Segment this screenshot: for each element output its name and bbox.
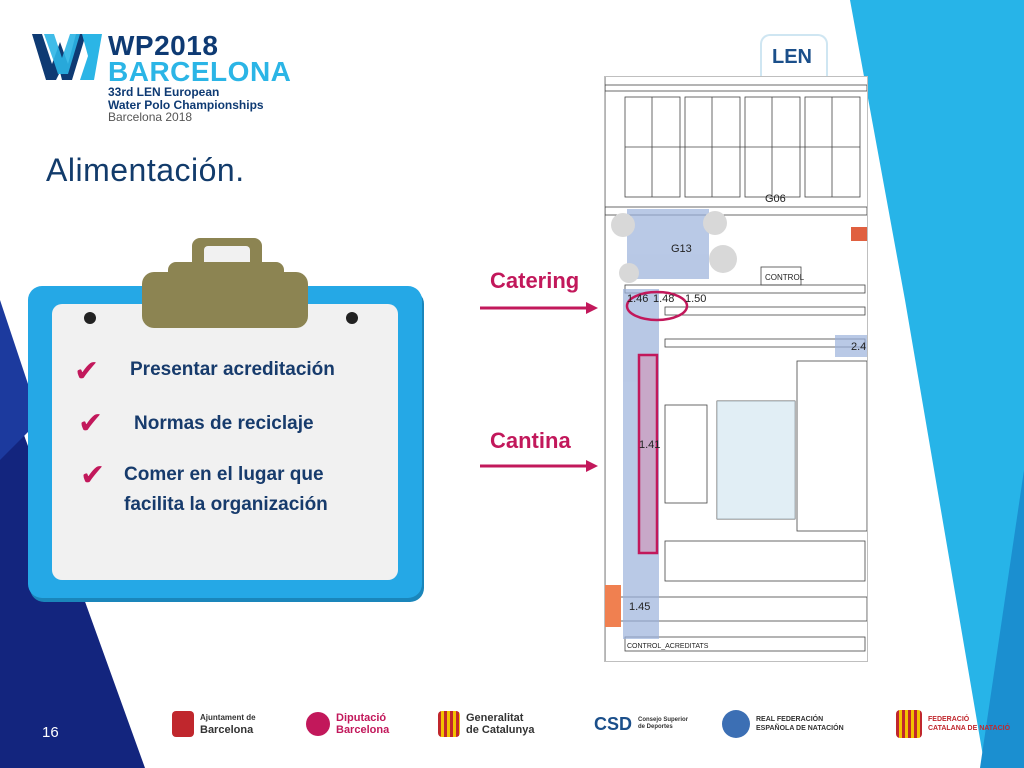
zone-label-g06: G06 [765,193,786,205]
floor-plan-drawing [605,77,867,661]
sponsor-line2: ESPAÑOLA DE NATACIÓN [756,725,844,732]
checklist-item-accreditation: Presentar acreditación [130,359,335,380]
paper-hole-right [346,312,358,324]
sponsor-line1: Generalitat [466,712,524,724]
sponsor-line2: Barcelona [336,724,390,736]
clipboard-checklist [28,236,424,602]
checklist-item-eating-line1: Comer en el lugar que [124,464,324,485]
sponsor-csd [594,706,688,742]
sponsor-generalitat-catalunya [438,706,534,742]
zone-label-control: CONTROL [765,273,805,282]
venue-floor-plan [604,76,868,662]
checklist-item-eating-line2: facilita la organización [124,494,328,515]
sponsor-line2: Consejo Superior de Deportes [638,717,689,730]
sponsor-line1: REAL FEDERACIÓN [756,716,824,723]
generalitat-flag-icon [438,711,460,737]
catering-arrow-icon [480,300,600,316]
logo-title-wp2018: WP2018 [108,30,219,61]
sponsor-line1: Ajuntament de [200,713,256,722]
clipboard-clamp-icon [140,236,310,328]
logo-subtitle-2: Water Polo Championships [108,98,264,112]
logo-title-barcelona: BARCELONA [108,56,292,87]
len-logo-text: LEN [772,46,812,68]
wp2018-logo [32,30,292,130]
csd-logo-text: CSD [594,714,633,734]
catering-label: Catering [490,268,580,293]
wave-logo-icon [32,34,102,82]
sponsor-line2: CATALANA DE NATACIÓ [928,725,1011,732]
logo-subtitle-1: 33rd LEN European [108,85,220,99]
sponsor-line2: Barcelona [200,724,254,736]
zone-label-145: 1.45 [629,601,651,613]
zone-label-141: 1.41 [639,439,661,451]
sponsor-line2: de Catalunya [466,724,535,736]
page-title: Alimentación. [46,152,245,188]
page-number: 16 [42,724,59,741]
diputacio-logo-icon [306,712,330,736]
cantina-arrow-icon [480,458,600,474]
zone-label-146: 1.46 [627,293,649,305]
checklist-item-recycling: Normas de reciclaje [134,413,314,434]
paper-hole-left [84,312,96,324]
logo-subtitle-3: Barcelona 2018 [108,110,193,124]
check-icon: ✔ [78,406,104,441]
clipboard-paper [52,304,398,580]
cantina-label: Cantina [490,428,571,453]
zone-label-g13: G13 [671,243,692,255]
sponsor-line1: Diputació [336,712,387,724]
fcn-shield-icon [896,710,922,738]
check-icon: ✔ [74,354,100,389]
sponsor-ajuntament-barcelona [172,706,256,742]
zone-label-148: 1.48 [653,293,675,305]
rfen-crest-icon [722,710,750,738]
check-icon: ✔ [80,458,106,493]
zone-label-24: 2.4 [851,341,867,353]
zone-label-150: 1.50 [685,293,707,305]
sponsor-rfen [722,706,844,742]
sponsor-line1: FEDERACIÓ [928,716,970,723]
sponsor-diputacio-barcelona [306,706,389,742]
sponsor-fcn [896,706,1010,742]
len-logo [760,34,828,80]
ajuntament-shield-icon [172,711,194,737]
zone-label-control-acreditats: CONTROL_ACREDITATS [627,643,709,650]
